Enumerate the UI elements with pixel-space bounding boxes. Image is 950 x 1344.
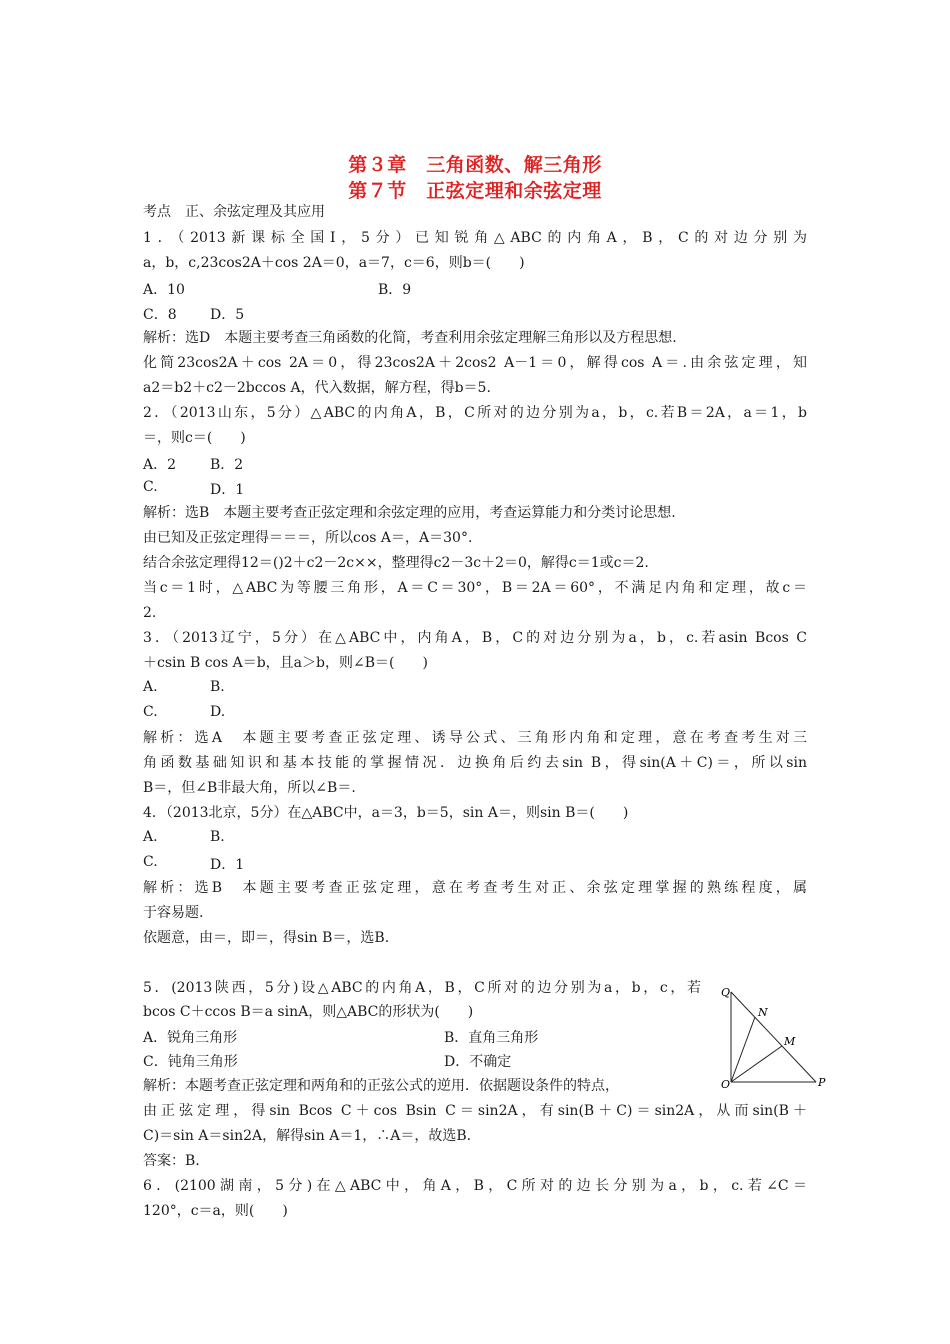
p3-solution-line-2: 角函数基础知识和基本技能的掌握情况．边换角后约去sin B，得sin(A＋C)＝，所以sin: [143, 755, 807, 771]
p2-option-a: A．2: [143, 457, 177, 473]
p1-option-a: A．10: [143, 282, 185, 298]
p1-option-d: D．5: [210, 307, 245, 323]
p5-stem-line-2: bcos C＋ccos B＝a sinA，则△ABC的形状为( ): [143, 1004, 474, 1020]
label-p: P: [818, 1076, 826, 1089]
p5-option-d: D．不确定: [444, 1054, 512, 1070]
p2-stem-line-1: 2．（2013山东，5分）△ABC的内角A，B，C所对的边分别为a，b，c.若B＝2A，a＝1，b: [143, 405, 807, 421]
p6-stem-line-2: 120°，c＝a，则( ): [143, 1203, 288, 1219]
p2-solution-line-4: 当c＝1时，△ABC为等腰三角形，A＝C＝30°，B＝2A＝60°，不满足内角和定理，故c＝: [143, 580, 807, 596]
label-q: Q: [721, 986, 731, 999]
p3-option-b: B.: [210, 679, 225, 695]
p4-option-c: C.: [143, 854, 158, 870]
p5-solution-line-2: 由正弦定理，得sin Bcos C＋cos Bsin C＝sin2A，有sin(B＋C)＝sin2A，从而sin(B＋: [143, 1103, 807, 1119]
p1-option-c: C．8: [143, 307, 177, 323]
p5-option-c: C．钝角三角形: [143, 1054, 238, 1070]
p2-option-c: C.: [143, 479, 158, 495]
p1-option-b: B．9: [378, 282, 412, 298]
p5-option-b: B．直角三角形: [444, 1030, 539, 1046]
p2-option-b: B．2: [210, 457, 244, 473]
p2-solution-line-1: 解析：选B 本题主要考查正弦定理和余弦定理的应用，考查运算能力和分类讨论思想.: [143, 505, 676, 521]
label-o: O: [721, 1078, 731, 1091]
segment-om: [731, 1046, 782, 1082]
p2-option-d: D．1: [210, 482, 245, 498]
p4-option-d: D．1: [210, 857, 245, 873]
segment-on: [731, 1017, 755, 1082]
p5-solution-line-1: 解析：本题考查正弦定理和两角和的正弦公式的逆用．依据题设条件的特点，: [143, 1078, 619, 1094]
p5-option-a: A．锐角三角形: [143, 1030, 238, 1046]
p4-option-b: B.: [210, 829, 225, 845]
p2-solution-line-3: 结合余弦定理得12＝()2＋c2－2c××，整理得c2－3c＋2＝0，解得c＝1或c＝2.: [143, 555, 649, 571]
p3-option-a: A.: [143, 679, 158, 695]
topic-heading: 考点 正、余弦定理及其应用: [143, 204, 325, 220]
p3-stem-line-1: 3．（2013辽宁，5分）在△ABC中，内角A，B，C的对边分别为a，b，c.若asin Bcos C: [143, 630, 807, 646]
p4-solution-line-2: 于容易题.: [143, 905, 204, 921]
label-m: M: [784, 1035, 796, 1048]
p1-solution-line-1: 解析：选D 本题主要考查三角函数的化简，考查利用余弦定理解三角形以及方程思想.: [143, 330, 677, 346]
p1-solution-line-2: 化简23cos2A＋cos 2A＝0，得23cos2A＋2cos2 A－1＝0，解得cos A＝.由余弦定理，知: [143, 355, 807, 371]
p5-answer: 答案：B.: [143, 1153, 200, 1169]
p4-solution-line-3: 依题意，由＝，即＝，得sin B＝，选B.: [143, 930, 390, 946]
p5-solution-line-3: C)＝sin A＝sin2A，解得sin A＝1，∴A＝，故选B.: [143, 1128, 472, 1144]
p2-solution-line-5: 2.: [143, 605, 157, 621]
p1-stem-line-1: 1．（2013新课标全国Ⅰ，5分）已知锐角△ABC的内角A，B，C的对边分别为: [143, 230, 807, 246]
chapter-title: 第３章 三角函数、解三角形: [348, 154, 602, 176]
p6-stem-line-1: 6．(2100湖南，5分)在△ABC中，角A，B，C所对的边长分别为a，b，c.若∠C＝: [143, 1178, 807, 1194]
p5-stem-line-1: 5．(2013陕西，5分)设△ABC的内角A，B，C所对的边分别为a，b，c，若: [143, 980, 701, 996]
p4-stem-line-1: 4．（2013北京，5分）在△ABC中，a＝3，b＝5，sin A＝，则sin B＝( ): [143, 805, 629, 821]
p3-option-c: C.: [143, 704, 158, 720]
p2-solution-line-2: 由已知及正弦定理得＝＝＝，所以cos A＝，A＝30°.: [143, 530, 473, 546]
geometry-figure: [712, 984, 832, 1092]
p1-stem-line-2: a，b，c,23cos2A＋cos 2A＝0，a＝7，c＝6，则b＝( ): [143, 255, 525, 271]
label-n: N: [758, 1006, 768, 1019]
p3-stem-line-2: ＋csin B cos A＝b，且a＞b，则∠B＝( ): [143, 655, 428, 671]
p3-solution-line-3: B＝，但∠B非最大角，所以∠B＝.: [143, 780, 356, 796]
segment-qp: [731, 992, 816, 1082]
p2-stem-line-2: ＝，则c＝( ): [143, 430, 246, 446]
p1-solution-line-3: a2＝b2＋c2－2bccos A，代入数据，解方程，得b＝5.: [143, 380, 491, 396]
section-title: 第７节 正弦定理和余弦定理: [348, 180, 602, 202]
p4-solution-line-1: 解析：选B 本题主要考查正弦定理，意在考查考生对正、余弦定理掌握的熟练程度，属: [143, 880, 807, 896]
p3-solution-line-1: 解析：选A 本题主要考查正弦定理、诱导公式、三角形内角和定理，意在考查考生对三: [143, 730, 807, 746]
p3-option-d: D.: [210, 704, 226, 720]
p4-option-a: A.: [143, 829, 158, 845]
